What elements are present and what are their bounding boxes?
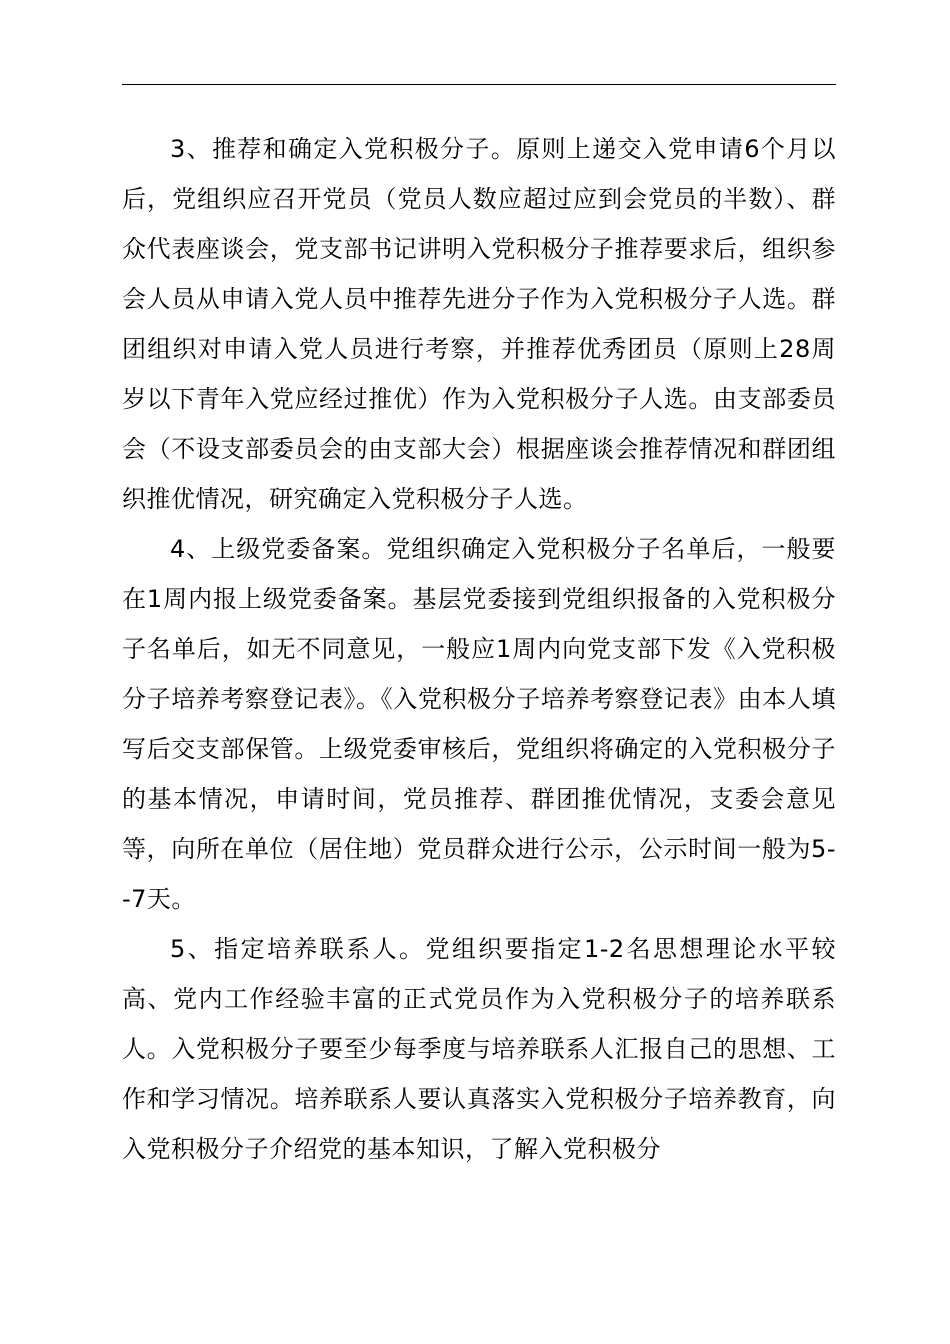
paragraph-item-5: 5、指定培养联系人。党组织要指定1-2名思想理论水平较高、党内工作经验丰富的正式党员作为入党积极分子的培养联系人。入党积极分子要至少每季度与培养联系人汇报自己的思想、工作和学习情况。培养联系人要认真落实入党积极分子培养教育，向入党积极分子介绍党的基本知识，了解入党积极分 xyxy=(122,935,836,1163)
document-body xyxy=(122,124,836,1174)
header-rule xyxy=(122,84,836,85)
paragraph-item-4: 4、上级党委备案。党组织确定入党积极分子名单后，一般要在1周内报上级党委备案。基层党委接到党组织报备的入党积极分子名单后，如无不同意见，一般应1周内向党支部下发《入党积极分子培养考察登记表》。《入党积极分子培养考察登记表》由本人填写后交支部保管。上级党委审核后，党组织将确定的入党积极分子的基本情况，申请时间，党员推荐、群团推优情况，支委会意见等，向所在单位（居住地）党员群众进行公示，公示时间一般为5--7天。 xyxy=(122,535,836,913)
paragraph-item-3: 3、推荐和确定入党积极分子。原则上递交入党申请6个月以后，党组织应召开党员（党员人数应超过应到会党员的半数）、群众代表座谈会，党支部书记讲明入党积极分子推荐要求后，组织参会人员从申请入党人员中推荐先进分子作为入党积极分子人选。群团组织对申请入党人员进行考察，并推荐优秀团员（原则上28周岁以下青年入党应经过推优）作为入党积极分子人选。由支部委员会（不设支部委员会的由支部大会）根据座谈会推荐情况和群团组织推优情况，研究确定入党积极分子人选。 xyxy=(122,135,836,513)
